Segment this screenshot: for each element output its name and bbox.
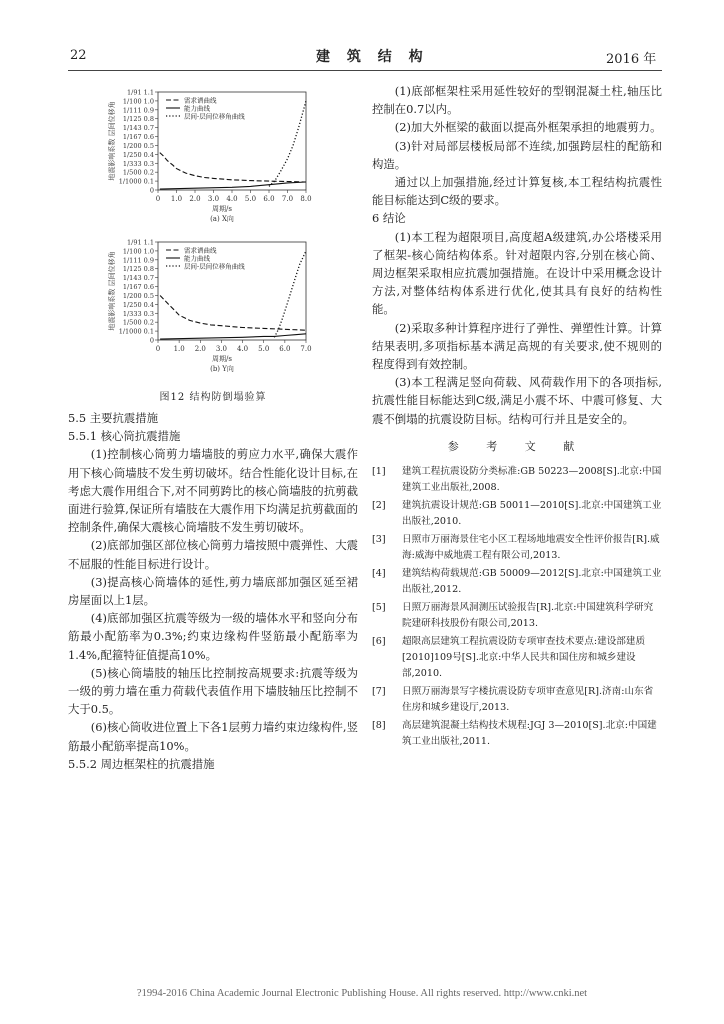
x-tick-label: 0 xyxy=(155,195,161,203)
legend-label: 能力曲线 xyxy=(184,104,210,113)
y-tick-label: 1/500 0.2 xyxy=(122,168,154,177)
series-line-3 xyxy=(269,101,306,186)
journal-year: 2016 年 xyxy=(606,52,657,67)
x-tick-label: 6.0 xyxy=(263,195,275,203)
reference-item xyxy=(372,600,662,632)
y-tick-label: 1/111 0.9 xyxy=(122,256,154,265)
x-tick-label: 2.0 xyxy=(189,195,201,203)
reference-number: [5] xyxy=(372,601,386,613)
x-tick-label: 2.0 xyxy=(194,345,206,353)
chart-x-direction xyxy=(68,84,358,230)
reference-number: [7] xyxy=(372,685,386,697)
y-tick-label: 1/91 1.1 xyxy=(127,88,154,97)
series-line-2 xyxy=(160,182,306,189)
reference-number: [3] xyxy=(372,533,386,545)
reference-number: [6] xyxy=(372,635,386,647)
chart-subtitle: (a) X向 xyxy=(210,215,234,223)
section-heading: 5.5 主要抗震措施 xyxy=(68,411,159,425)
reference-item xyxy=(372,464,662,496)
y-axis-label: 地震影响系数 层间位移角 xyxy=(108,251,116,331)
y-tick-label: 1/143 0.7 xyxy=(122,274,154,283)
legend-label: 层间-层间位移角曲线 xyxy=(184,262,245,271)
plot-frame xyxy=(158,92,306,190)
x-tick-label: 7.0 xyxy=(300,345,312,353)
reference-text: 日照万丽海景风洞测压试验报告[R].北京:中国建筑科学研究院建研科技股份有限公司,2013. xyxy=(402,601,654,629)
x-tick-label: 7.0 xyxy=(281,195,294,203)
left-column xyxy=(68,84,358,773)
reference-text: 日照市万丽海景住宅小区工程场地地震安全性评价报告[R].威海:威海中威地震工程有限公司,2013. xyxy=(402,533,660,561)
x-axis-label: 周期/s xyxy=(212,205,232,213)
reference-text: 建筑结构荷载规范:GB 50009—2012[S].北京:中国建筑工业出版社,2012. xyxy=(402,567,662,595)
paragraph: 通过以上加强措施,经过计算复核,本工程结构抗震性能目标能达到C级的要求。 xyxy=(372,175,662,208)
reference-item xyxy=(372,684,662,716)
reference-number: [4] xyxy=(372,567,386,579)
reference-item xyxy=(372,718,662,750)
right-body-text xyxy=(372,82,662,428)
figure-caption: 图12 结构防倒塌验算 xyxy=(159,392,267,403)
paragraph: (1)控制核心筒剪力墙墙肢的剪应力水平,确保大震作用下核心筒墙肢不发生剪切破坏。结合性能化设计目标,在考虑大震作用组合下,对不同剪跨比的核心筒墙肢的抗剪截面进行验算,保证所有墙肢在大震作用下均满足抗剪截面的控制条件,确保大震核心筒墙肢不发生剪切破坏。 xyxy=(68,447,358,535)
y-tick-label: 1/200 0.5 xyxy=(122,141,154,150)
series-line-2 xyxy=(160,334,306,339)
y-tick-label: 1/167 0.6 xyxy=(122,283,154,292)
reference-item xyxy=(372,532,662,564)
page-header xyxy=(0,0,724,70)
y-axis-label: 地震影响系数 层间位移角 xyxy=(108,101,116,181)
x-tick-label: 3.0 xyxy=(207,195,220,203)
x-tick-label: 5.0 xyxy=(244,195,257,203)
series-line-3 xyxy=(274,251,306,337)
x-tick-label: 8.0 xyxy=(300,195,312,203)
reference-text: 建筑抗震设计规范:GB 50011—2010[S].北京:中国建筑工业出版社,2010. xyxy=(402,499,662,527)
y-tick-label: 1/500 0.2 xyxy=(122,318,154,327)
y-tick-label: 1/100 1.0 xyxy=(122,247,154,256)
reference-text: 建筑工程抗震设防分类标准:GB 50223—2008[S].北京:中国建筑工业出版社,2008. xyxy=(402,465,662,493)
reference-item xyxy=(372,634,662,682)
paragraph: (2)采取多种计算程序进行了弹性、弹塑性计算。计算结果表明,多项指标基本满足高规的有关要求,使不规则的程度得到有效控制。 xyxy=(372,320,662,372)
y-tick-label: 1/125 0.8 xyxy=(122,115,154,124)
x-tick-label: 4.0 xyxy=(226,195,238,203)
figure-12 xyxy=(68,84,358,403)
journal-title: 建 筑 结 构 xyxy=(316,49,429,65)
copyright-footer: ?1994-2016 China Academic Journal Electronic Publishing House. All rights reserved. http://www.cnki.net xyxy=(136,988,588,999)
reference-text: 日照万丽海景写字楼抗震设防专项审查意见[R].济南:山东省住房和城乡建设厅,2013. xyxy=(402,685,654,713)
section-heading: 6 结论 xyxy=(372,211,406,226)
y-tick-label: 1/1000 0.1 xyxy=(118,327,154,336)
legend-label: 需求谱曲线 xyxy=(184,96,217,105)
reference-number: [2] xyxy=(372,499,386,511)
x-tick-label: 0 xyxy=(155,345,161,353)
reference-text: 高层建筑混凝土结构技术规程:JGJ 3—2010[S].北京:中国建筑工业出版社,2011. xyxy=(402,719,657,747)
reference-item xyxy=(372,566,662,598)
paragraph: (6)核心筒收进位置上下各1层剪力墙约束边缘构件,竖筋最小配筋率提高10%。 xyxy=(68,720,358,753)
paragraph: (3)本工程满足竖向荷载、风荷载作用下的各项指标,抗震性能目标能达到C级,满足小震不坏、中震可修复、大震不倒塌的抗震设防目标。结构可行并且是安全的。 xyxy=(372,375,662,426)
x-tick-label: 5.0 xyxy=(258,345,270,353)
reference-text: 超限高层建筑工程抗震设防专项审查技术要点:建设部建质[2010]109号[S].北京:中华人民共和国住房和城乡建设部,2010. xyxy=(402,635,646,679)
paragraph: (2)底部加强区部位核心筒剪力墙按照中震弹性、大震不屈服的性能目标进行设计。 xyxy=(68,538,358,571)
left-body-text xyxy=(68,409,358,773)
right-column xyxy=(372,82,662,752)
section-heading: 5.5.2 周边框架柱的抗震措施 xyxy=(68,756,215,771)
series-line-1 xyxy=(160,153,306,182)
x-tick-label: 4.0 xyxy=(237,345,249,353)
paragraph: (2)加大外框梁的截面以提高外框架承担的地震剪力。 xyxy=(394,120,662,135)
y-tick-label: 1/125 0.8 xyxy=(122,265,154,274)
y-tick-label: 1/333 0.3 xyxy=(122,159,154,168)
legend-label: 能力曲线 xyxy=(184,254,210,263)
paragraph: (3)提高核心筒墙体的延性,剪力墙底部加强区延至裙房屋面以上1层。 xyxy=(68,574,358,608)
x-tick-label: 6.0 xyxy=(279,345,291,353)
references-list xyxy=(372,464,662,750)
legend-label: 需求谱曲线 xyxy=(184,246,217,255)
y-tick-label: 1/100 1.0 xyxy=(122,97,154,106)
paragraph: (3)针对局部层楼板局部不连续,加强跨层柱的配筋和构造。 xyxy=(372,138,662,171)
x-tick-label: 1.0 xyxy=(170,195,183,203)
legend-label: 层间-层间位移角曲线 xyxy=(184,112,245,121)
y-tick-label: 1/200 0.5 xyxy=(122,291,154,300)
references-title: 参 考 文 献 xyxy=(447,439,587,453)
x-tick-label: 3.0 xyxy=(215,345,227,353)
header-divider xyxy=(68,70,662,71)
chart-y-direction xyxy=(68,234,358,380)
paragraph: (1)本工程为超限项目,高度超A级建筑,办公塔楼采用了框架-核心筒结构体系。针对超限内容,分别在核心筒、周边框架采取相应抗震加强措施。在设计中采用概念设计方法,对整体结构体系进行优化,使其具有良好的结构性能。 xyxy=(372,229,662,317)
reference-number: [8] xyxy=(372,719,386,731)
y-tick-label: 1/250 0.4 xyxy=(122,150,154,159)
y-tick-label: 1/250 0.4 xyxy=(122,300,154,309)
y-tick-label: 0 xyxy=(149,186,154,195)
y-tick-label: 0 xyxy=(149,336,154,345)
page-number: 22 xyxy=(70,48,87,63)
y-tick-label: 1/143 0.7 xyxy=(122,124,154,133)
y-tick-label: 1/111 0.9 xyxy=(122,106,154,115)
y-tick-label: 1/167 0.6 xyxy=(122,133,154,142)
paragraph: (5)核心筒墙肢的轴压比控制按高规要求:抗震等级为一级的剪力墙在重力荷载代表值作用下墙肢轴压比控制不大于0.5。 xyxy=(68,665,358,717)
reference-item xyxy=(372,498,662,530)
y-tick-label: 1/1000 0.1 xyxy=(118,177,154,186)
section-heading: 5.5.1 核心筒抗震措施 xyxy=(68,429,181,444)
y-tick-label: 1/91 1.1 xyxy=(127,238,154,247)
plot-frame xyxy=(158,242,306,340)
x-axis-label: 周期/s xyxy=(212,355,232,363)
y-tick-label: 1/333 0.3 xyxy=(122,309,154,318)
paragraph: (1)底部框架柱采用延性较好的型钢混凝土柱,轴压比控制在0.7以内。 xyxy=(372,84,662,117)
chart-subtitle: (b) Y向 xyxy=(210,365,234,373)
reference-number: [1] xyxy=(372,465,386,477)
x-tick-label: 1.0 xyxy=(173,345,185,353)
paragraph: (4)底部加强区抗震等级为一级的墙体水平和竖向分布筋最小配筋率为0.3%;约束边缘构件竖筋最小配筋率为1.4%,配箍特征值提高10%。 xyxy=(68,611,358,662)
